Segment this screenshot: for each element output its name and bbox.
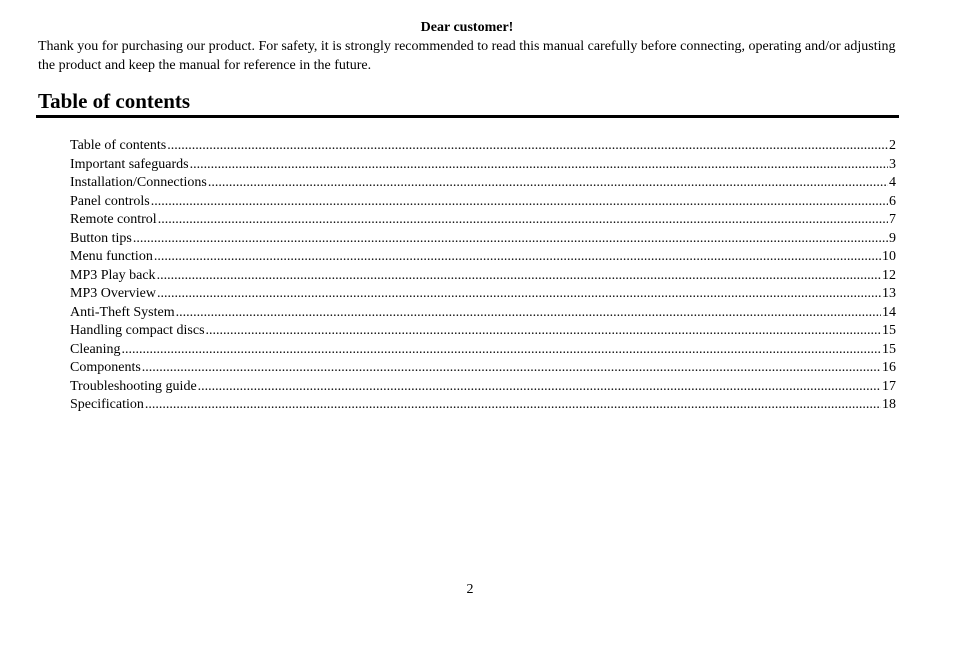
toc-entry-label: Anti-Theft System [70, 304, 175, 320]
toc-entry-label: Remote control [70, 212, 157, 227]
toc-entry[interactable] [70, 248, 896, 267]
toc-entry-page: 17 [882, 378, 896, 394]
toc-entry-page: 7 [889, 212, 896, 227]
toc-entry[interactable] [70, 211, 896, 230]
toc-entry[interactable] [70, 174, 896, 193]
toc-dot-leader [198, 378, 881, 397]
toc-entry-page: 12 [882, 267, 896, 283]
toc-dot-leader [151, 193, 888, 212]
toc-entry-label: Important safeguards [70, 156, 189, 172]
page-number: 2 [466, 582, 474, 597]
toc-dot-leader [133, 230, 888, 249]
toc-entry[interactable] [70, 285, 896, 304]
toc-list [70, 137, 896, 415]
toc-entry-page: 4 [889, 175, 896, 190]
toc-entry[interactable] [70, 304, 896, 323]
toc-entry-page: 18 [882, 397, 896, 412]
toc-entry[interactable] [70, 267, 896, 286]
toc-entry[interactable] [70, 193, 896, 212]
toc-entry-label: Panel controls [70, 193, 150, 209]
toc-divider [36, 115, 899, 118]
toc-title: Table of contents [38, 89, 191, 113]
toc-entry[interactable] [70, 378, 896, 397]
toc-entry-label: Handling compact discs [70, 323, 205, 338]
toc-entry-page: 9 [889, 230, 896, 246]
toc-entry-label: Menu function [70, 249, 153, 264]
toc-dot-leader [157, 267, 881, 286]
toc-entry-label: Table of contents [70, 138, 167, 153]
toc-dot-leader [145, 396, 881, 415]
toc-dot-leader [208, 174, 888, 193]
greeting-heading: Dear customer! [420, 20, 514, 35]
toc-entry[interactable] [70, 396, 896, 415]
toc-entry[interactable] [70, 137, 896, 156]
toc-entry[interactable] [70, 322, 896, 341]
toc-entry[interactable] [70, 230, 896, 249]
toc-dot-leader [142, 359, 881, 378]
toc-entry-page: 16 [882, 360, 896, 375]
intro-paragraph: Thank you for purchasing our product. For safety, it is strongly recommended to read this manual carefully before connecting, operating and/or adjusting the product and keep the manual for reference in the future. [38, 39, 896, 73]
toc-entry-page: 14 [882, 304, 896, 320]
toc-entry-label: Components [70, 360, 141, 375]
toc-entry-label: Troubleshooting guide [70, 378, 197, 394]
toc-dot-leader [157, 285, 881, 304]
toc-entry-label: Installation/Connections [70, 175, 207, 190]
toc-entry-label: MP3 Overview [70, 286, 156, 301]
toc-dot-leader [206, 322, 881, 341]
toc-entry-label: Cleaning [70, 341, 121, 357]
toc-dot-leader [122, 341, 881, 360]
toc-entry-page: 13 [882, 286, 896, 301]
toc-entry[interactable] [70, 359, 896, 378]
toc-dot-leader [167, 137, 888, 156]
toc-entry-page: 10 [882, 249, 896, 264]
toc-entry-label: MP3 Play back [70, 267, 156, 283]
toc-dot-leader [154, 248, 881, 267]
toc-dot-leader [158, 211, 888, 230]
toc-entry[interactable] [70, 156, 896, 175]
toc-entry-page: 15 [882, 323, 896, 338]
toc-entry-label: Specification [70, 397, 144, 412]
toc-dot-leader [176, 304, 881, 323]
toc-entry[interactable] [70, 341, 896, 360]
toc-dot-leader [190, 156, 888, 175]
toc-entry-page: 6 [889, 193, 896, 209]
toc-entry-page: 2 [889, 138, 896, 153]
toc-entry-page: 15 [882, 341, 896, 357]
toc-entry-page: 3 [889, 156, 896, 172]
toc-entry-label: Button tips [70, 230, 132, 246]
